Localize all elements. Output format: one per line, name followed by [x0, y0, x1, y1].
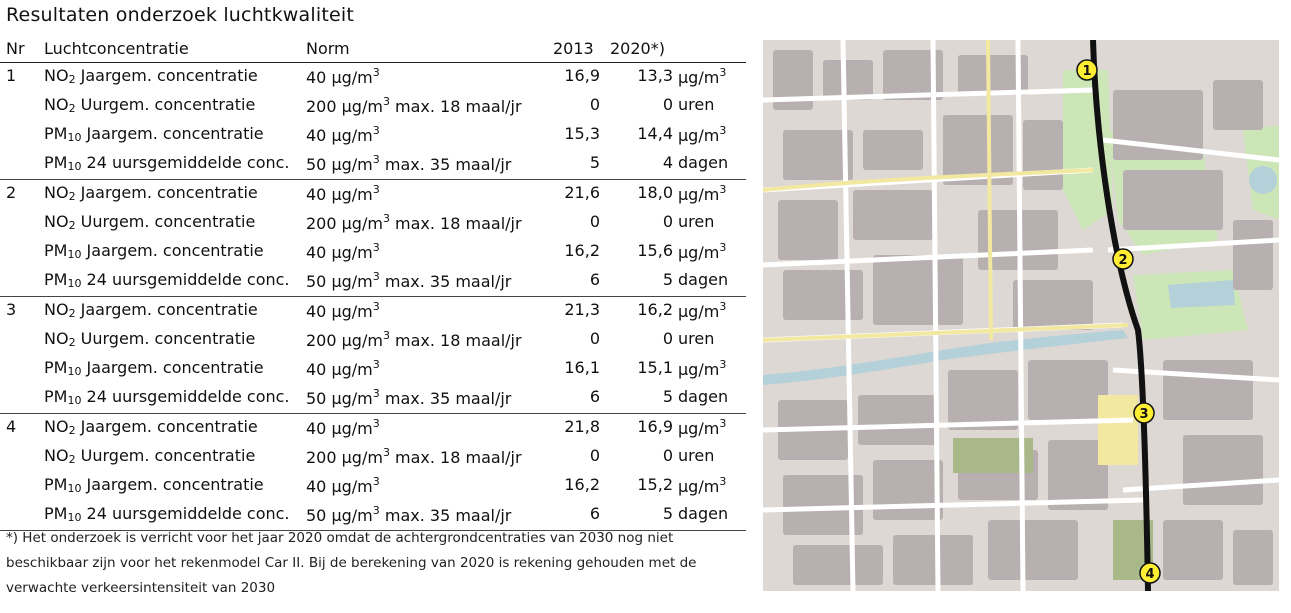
value-2013: 16,1 — [564, 358, 600, 377]
norm-value: 50 μg/m — [306, 155, 373, 174]
pollutant-subscript: 2 — [68, 190, 76, 203]
norm-superscript: 3 — [372, 417, 380, 430]
concentration-desc: Jaargem. concentratie — [75, 417, 258, 436]
table-row — [0, 238, 746, 267]
marker-label: 3 — [1139, 407, 1149, 422]
pollutant-subscript: 10 — [67, 277, 82, 290]
concentration-cell — [44, 387, 290, 407]
value-2013: 16,2 — [564, 241, 600, 260]
pollutant-subscript: 10 — [67, 482, 82, 495]
unit-cell — [678, 212, 714, 231]
norm-cell — [306, 504, 511, 525]
norm-value: 40 μg/m — [306, 477, 373, 496]
pollutant: PM — [44, 475, 68, 494]
norm-superscript: 3 — [372, 241, 380, 254]
pollutant: PM — [44, 241, 68, 260]
unit-superscript: 3 — [719, 183, 727, 196]
header-concentration: Luchtconcentratie — [44, 39, 189, 58]
water — [1249, 166, 1277, 194]
table-row — [0, 180, 746, 209]
unit-cell — [678, 358, 726, 379]
location-marker-3 — [1134, 403, 1154, 423]
pollutant: NO — [44, 183, 69, 202]
norm-value: 200 μg/m — [306, 448, 383, 467]
concentration-desc: 24 uursgemiddelde conc. — [81, 504, 290, 523]
norm-superscript: 3 — [372, 475, 380, 488]
location-map — [763, 40, 1279, 591]
value-2020: 0 — [662, 329, 673, 348]
value-2020: 5 — [662, 504, 673, 523]
norm-value: 40 μg/m — [306, 126, 373, 145]
concentration-desc: Jaargem. concentratie — [75, 300, 258, 319]
pollutant: NO — [44, 212, 69, 231]
norm-limit: max. 18 maal/jr — [389, 97, 522, 116]
value-2020: 5 — [662, 270, 673, 289]
norm-superscript: 3 — [372, 183, 380, 196]
norm-value: 40 μg/m — [306, 243, 373, 262]
pollutant-subscript: 2 — [68, 453, 76, 466]
unit-text: uren — [678, 212, 715, 231]
norm-cell — [306, 124, 380, 145]
value-2020: 0 — [662, 446, 673, 465]
norm-limit: max. 18 maal/jr — [389, 448, 522, 467]
pollutant-subscript: 10 — [67, 394, 82, 407]
table-group — [0, 297, 746, 414]
marker-label: 2 — [1118, 253, 1128, 268]
table-row — [0, 63, 746, 92]
norm-cell — [306, 329, 522, 350]
norm-superscript: 3 — [372, 124, 380, 137]
norm-cell — [306, 446, 522, 467]
norm-value: 40 μg/m — [306, 302, 373, 321]
table-row — [0, 92, 746, 121]
concentration-desc: Jaargem. concentratie — [81, 475, 264, 494]
value-2020: 14,4 — [637, 124, 673, 143]
unit-text: dagen — [678, 270, 729, 289]
unit-text: μg/m — [678, 477, 720, 496]
norm-superscript: 3 — [372, 300, 380, 313]
norm-superscript: 3 — [372, 387, 380, 400]
pollutant: PM — [44, 358, 68, 377]
pollutant-subscript: 2 — [68, 336, 76, 349]
norm-superscript: 3 — [382, 212, 390, 225]
norm-limit: max. 18 maal/jr — [389, 331, 522, 350]
location-marker-2 — [1113, 249, 1133, 269]
norm-cell — [306, 417, 380, 438]
value-2020: 5 — [662, 387, 673, 406]
marker-label: 1 — [1082, 64, 1092, 79]
value-2013: 21,8 — [564, 417, 600, 436]
unit-superscript: 3 — [719, 417, 727, 430]
concentration-cell — [44, 212, 255, 232]
concentration-desc: Uurgem. concentratie — [75, 329, 256, 348]
value-2020: 0 — [662, 95, 673, 114]
value-2020: 18,0 — [637, 183, 673, 202]
unit-text: μg/m — [678, 243, 720, 262]
value-2020: 13,3 — [637, 66, 673, 85]
unit-text: uren — [678, 329, 715, 348]
norm-value: 50 μg/m — [306, 506, 373, 525]
concentration-desc: 24 uursgemiddelde conc. — [81, 387, 290, 406]
pollutant: NO — [44, 95, 69, 114]
concentration-desc: Jaargem. concentratie — [81, 358, 264, 377]
norm-value: 50 μg/m — [306, 389, 373, 408]
unit-cell — [678, 153, 728, 172]
value-2013: 15,3 — [564, 124, 600, 143]
location-marker-1 — [1077, 60, 1097, 80]
norm-cell — [306, 387, 511, 408]
footnote: *) Het onderzoek is verricht voor het jaar 2020 omdat de achtergrondcentraties van 2030 nog niet beschikbaar zijn voor het rekenmodel Car II. Bij de berekening van 2020 is rekening gehouden met de verwachte verkeersintensiteit van 2030 — [6, 530, 697, 596]
header-2013: 2013 — [553, 39, 594, 58]
table-row — [0, 297, 746, 326]
pollutant-subscript: 2 — [68, 73, 76, 86]
unit-cell — [678, 329, 714, 348]
concentration-desc: Uurgem. concentratie — [75, 212, 256, 231]
norm-cell — [306, 358, 380, 379]
norm-cell — [306, 212, 522, 233]
unit-text: dagen — [678, 387, 729, 406]
unit-cell — [678, 270, 728, 289]
pollutant-subscript: 10 — [67, 160, 82, 173]
pollutant-subscript: 2 — [68, 307, 76, 320]
row-number: 1 — [6, 66, 17, 85]
value-2020: 4 — [662, 153, 673, 172]
concentration-cell — [44, 504, 290, 524]
unit-superscript: 3 — [719, 475, 727, 488]
unit-cell — [678, 475, 726, 496]
parking-area — [1098, 395, 1138, 465]
norm-cell — [306, 270, 511, 291]
value-2013: 6 — [589, 387, 600, 406]
value-2020: 15,1 — [637, 358, 673, 377]
pollutant: PM — [44, 270, 68, 289]
value-2013: 21,6 — [564, 183, 600, 202]
marker-label: 4 — [1145, 567, 1155, 582]
table-row — [0, 384, 746, 413]
norm-cell — [306, 183, 380, 204]
concentration-desc: Jaargem. concentratie — [81, 124, 264, 143]
header-norm: Norm — [306, 39, 350, 58]
table-row — [0, 472, 746, 501]
pollutant-subscript: 2 — [68, 424, 76, 437]
concentration-cell — [44, 270, 290, 290]
concentration-cell — [44, 446, 255, 466]
unit-cell — [678, 183, 726, 204]
table-row — [0, 150, 746, 179]
unit-cell — [678, 124, 726, 145]
pollutant-subscript: 10 — [67, 511, 82, 524]
pollutant-subscript: 2 — [68, 219, 76, 232]
norm-cell — [306, 95, 522, 116]
pollutant-subscript: 10 — [67, 365, 82, 378]
value-2013: 0 — [589, 329, 600, 348]
norm-limit: max. 35 maal/jr — [379, 389, 512, 408]
row-number: 4 — [6, 417, 17, 436]
pollutant: NO — [44, 329, 69, 348]
concentration-cell — [44, 358, 264, 378]
norm-value: 40 μg/m — [306, 419, 373, 438]
norm-value: 40 μg/m — [306, 185, 373, 204]
value-2020: 15,6 — [637, 241, 673, 260]
norm-superscript: 3 — [372, 358, 380, 371]
norm-superscript: 3 — [382, 329, 390, 342]
concentration-desc: Jaargem. concentratie — [75, 66, 258, 85]
unit-cell — [678, 417, 726, 438]
norm-cell — [306, 153, 511, 174]
unit-text: uren — [678, 446, 715, 465]
value-2013: 6 — [589, 270, 600, 289]
pollutant: PM — [44, 124, 68, 143]
norm-limit: max. 35 maal/jr — [379, 506, 512, 525]
table-body — [0, 63, 746, 531]
norm-superscript: 3 — [372, 270, 380, 283]
row-number: 3 — [6, 300, 17, 319]
unit-superscript: 3 — [719, 241, 727, 254]
concentration-desc: Uurgem. concentratie — [75, 95, 256, 114]
value-2013: 6 — [589, 504, 600, 523]
unit-cell — [678, 241, 726, 262]
page-title: Resultaten onderzoek luchtkwaliteit — [6, 4, 354, 26]
table-group — [0, 414, 746, 531]
concentration-cell — [44, 417, 258, 437]
concentration-cell — [44, 475, 264, 495]
norm-limit: max. 18 maal/jr — [389, 214, 522, 233]
pollutant: PM — [44, 504, 68, 523]
pollutant: NO — [44, 300, 69, 319]
value-2013: 21,3 — [564, 300, 600, 319]
unit-cell — [678, 300, 726, 321]
pollutant: NO — [44, 446, 69, 465]
unit-superscript: 3 — [719, 124, 727, 137]
unit-text: dagen — [678, 153, 729, 172]
concentration-desc: Jaargem. concentratie — [75, 183, 258, 202]
table-row — [0, 326, 746, 355]
table-row — [0, 121, 746, 150]
table-row — [0, 443, 746, 472]
header-nr: Nr — [6, 39, 25, 58]
norm-value: 200 μg/m — [306, 214, 383, 233]
air-quality-table — [0, 36, 746, 531]
row-number: 2 — [6, 183, 17, 202]
unit-superscript: 3 — [719, 66, 727, 79]
concentration-cell — [44, 153, 290, 173]
concentration-cell — [44, 124, 264, 144]
table-group — [0, 180, 746, 297]
pollutant: PM — [44, 153, 68, 172]
table-group — [0, 63, 746, 180]
norm-cell — [306, 66, 380, 87]
unit-text: μg/m — [678, 419, 720, 438]
concentration-cell — [44, 183, 258, 203]
concentration-desc: Jaargem. concentratie — [81, 241, 264, 260]
unit-superscript: 3 — [719, 300, 727, 313]
value-2013: 0 — [589, 212, 600, 231]
value-2013: 5 — [589, 153, 600, 172]
concentration-cell — [44, 300, 258, 320]
pollutant: NO — [44, 417, 69, 436]
table-row — [0, 414, 746, 443]
unit-cell — [678, 95, 714, 114]
unit-text: μg/m — [678, 68, 720, 87]
value-2020: 15,2 — [637, 475, 673, 494]
pollutant-subscript: 10 — [67, 131, 82, 144]
concentration-cell — [44, 329, 255, 349]
unit-text: dagen — [678, 504, 729, 523]
table-row — [0, 267, 746, 296]
norm-value: 40 μg/m — [306, 360, 373, 379]
unit-text: μg/m — [678, 126, 720, 145]
table-row — [0, 209, 746, 238]
norm-value: 50 μg/m — [306, 272, 373, 291]
norm-superscript: 3 — [372, 66, 380, 79]
norm-limit: max. 35 maal/jr — [379, 272, 512, 291]
unit-cell — [678, 387, 728, 406]
table-row — [0, 355, 746, 384]
norm-value: 200 μg/m — [306, 97, 383, 116]
pollutant: PM — [44, 387, 68, 406]
unit-cell — [678, 504, 728, 523]
norm-superscript: 3 — [382, 446, 390, 459]
concentration-cell — [44, 66, 258, 86]
value-2020: 16,9 — [637, 417, 673, 436]
concentration-cell — [44, 241, 264, 261]
norm-superscript: 3 — [372, 504, 380, 517]
unit-superscript: 3 — [719, 358, 727, 371]
concentration-desc: 24 uursgemiddelde conc. — [81, 153, 290, 172]
norm-cell — [306, 241, 380, 262]
unit-text: μg/m — [678, 360, 720, 379]
value-2020: 16,2 — [637, 300, 673, 319]
unit-text: μg/m — [678, 302, 720, 321]
value-2013: 0 — [589, 446, 600, 465]
value-2013: 0 — [589, 95, 600, 114]
value-2013: 16,2 — [564, 475, 600, 494]
value-2013: 16,9 — [564, 66, 600, 85]
concentration-desc: 24 uursgemiddelde conc. — [81, 270, 290, 289]
norm-superscript: 3 — [382, 95, 390, 108]
pollutant-subscript: 2 — [68, 102, 76, 115]
norm-value: 200 μg/m — [306, 331, 383, 350]
value-2020: 0 — [662, 212, 673, 231]
unit-cell — [678, 446, 714, 465]
location-marker-4 — [1140, 563, 1160, 583]
unit-text: μg/m — [678, 185, 720, 204]
pollutant: NO — [44, 66, 69, 85]
norm-superscript: 3 — [372, 153, 380, 166]
concentration-cell — [44, 95, 255, 115]
unit-cell — [678, 66, 726, 87]
norm-value: 40 μg/m — [306, 68, 373, 87]
norm-cell — [306, 300, 380, 321]
norm-cell — [306, 475, 380, 496]
concentration-desc: Uurgem. concentratie — [75, 446, 256, 465]
table-header — [0, 36, 746, 63]
header-2020: 2020*) — [610, 39, 665, 58]
pollutant-subscript: 10 — [67, 248, 82, 261]
norm-limit: max. 35 maal/jr — [379, 155, 512, 174]
unit-text: uren — [678, 95, 715, 114]
